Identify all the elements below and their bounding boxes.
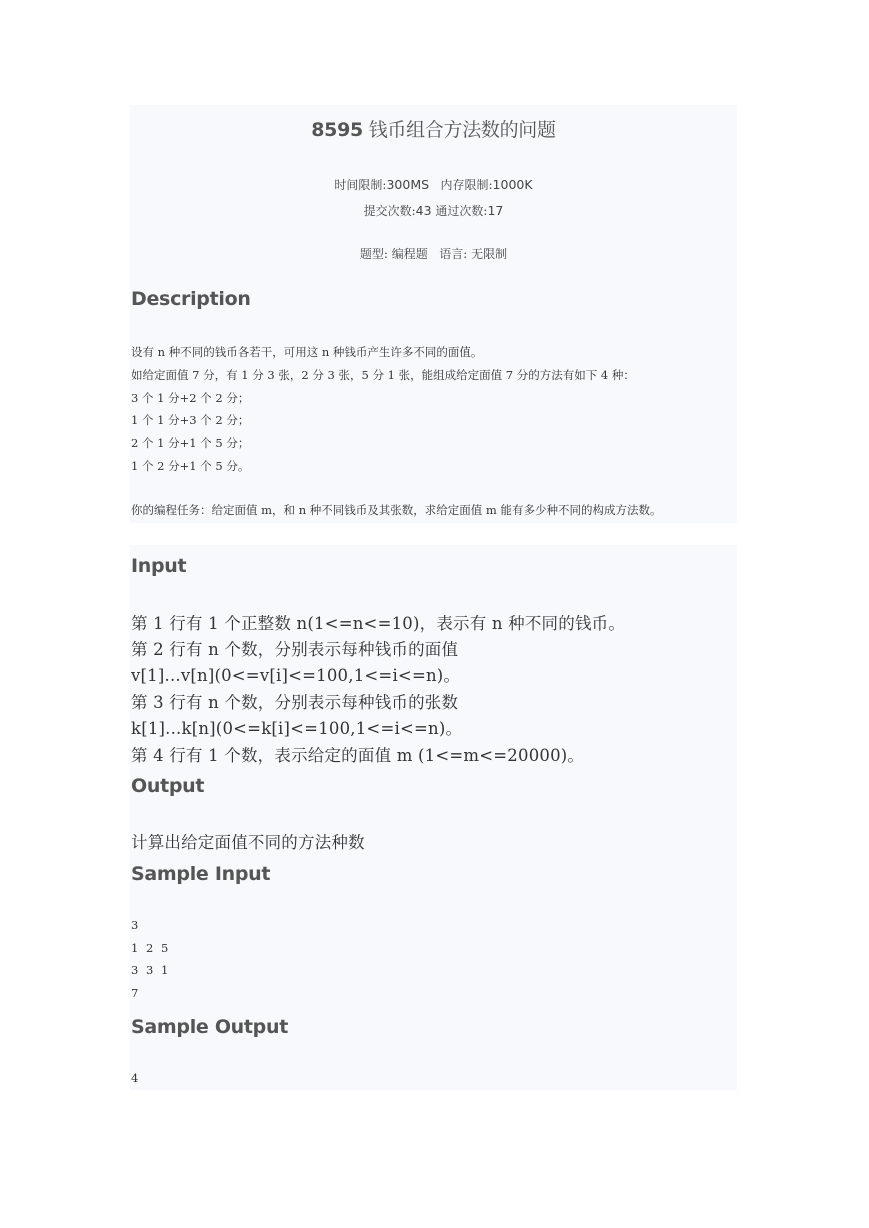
input-line: 第 2 行有 n 个数，分别表示每种钱币的面值 xyxy=(131,640,459,659)
description-line: 1 个 1 分+3 个 2 分； xyxy=(131,413,250,427)
description-line: 设有 n 种不同的钱币各若干，可用这 n 种钱币产生许多不同的面值。 xyxy=(131,345,483,359)
problem-title-text: 钱币组合方法数的问题 xyxy=(368,119,556,141)
input-line: v[1]...v[n](0<=v[i]<=100,1<=i<=n)。 xyxy=(131,666,461,685)
input-heading: Input xyxy=(131,555,187,577)
accepted-count-label: 通过次数: xyxy=(435,204,488,218)
submission-stats-line xyxy=(130,202,737,219)
problem-type-line: 题型: 编程题 语言: 无限制 xyxy=(359,247,508,261)
description-line: 3 个 1 分+2 个 2 分； xyxy=(131,391,250,405)
sample-input-line: 3 3 1 xyxy=(131,963,171,977)
sample-input-line: 1 2 5 xyxy=(131,941,171,955)
description-line: 如给定面值 7 分，有 1 分 3 张，2 分 3 张，5 分 1 张，能组成给定面值 7 分的方法有如下 4 种： xyxy=(131,368,635,382)
problem-number: 8595 xyxy=(311,119,363,141)
description-line: 1 个 2 分+1 个 5 分。 xyxy=(131,459,250,473)
output-heading: Output xyxy=(131,775,205,797)
sample-output-heading: Sample Output xyxy=(131,1016,288,1038)
problem-title xyxy=(130,115,737,142)
input-line: k[1]...k[n](0<=k[i]<=100,1<=i<=n)。 xyxy=(131,719,463,738)
limits-line xyxy=(130,176,737,193)
submit-count-label: 提交次数: xyxy=(363,204,416,218)
time-limit-label: 时间限制: xyxy=(334,178,387,192)
sample-input-heading: Sample Input xyxy=(131,863,271,885)
description-line: 2 个 1 分+1 个 5 分； xyxy=(131,436,250,450)
sample-output-line: 4 xyxy=(131,1071,141,1085)
time-limit-value: 300MS xyxy=(386,177,430,192)
memory-limit-label: 内存限制: xyxy=(440,178,493,192)
input-line: 第 4 行有 1 个数，表示给定的面值 m (1<=m<=20000)。 xyxy=(131,746,585,765)
submit-count-value: 43 xyxy=(415,203,432,218)
sample-input-line: 7 xyxy=(131,986,141,1000)
memory-limit-value: 1000K xyxy=(492,177,533,192)
input-line: 第 1 行有 1 个正整数 n(1<=n<=10)，表示有 n 种不同的钱币。 xyxy=(131,614,626,633)
description-task-line: 你的编程任务：给定面值 m，和 n 种不同钱币及其张数，求给定面值 m 能有多少种不同的构成方法数。 xyxy=(131,503,662,517)
accepted-count-value: 17 xyxy=(487,203,504,218)
input-line: 第 3 行有 n 个数，分别表示每种钱币的张数 xyxy=(131,693,459,712)
description-heading: Description xyxy=(131,288,251,310)
sample-input-line: 3 xyxy=(131,918,141,932)
output-line: 计算出给定面值不同的方法种数 xyxy=(131,833,365,852)
